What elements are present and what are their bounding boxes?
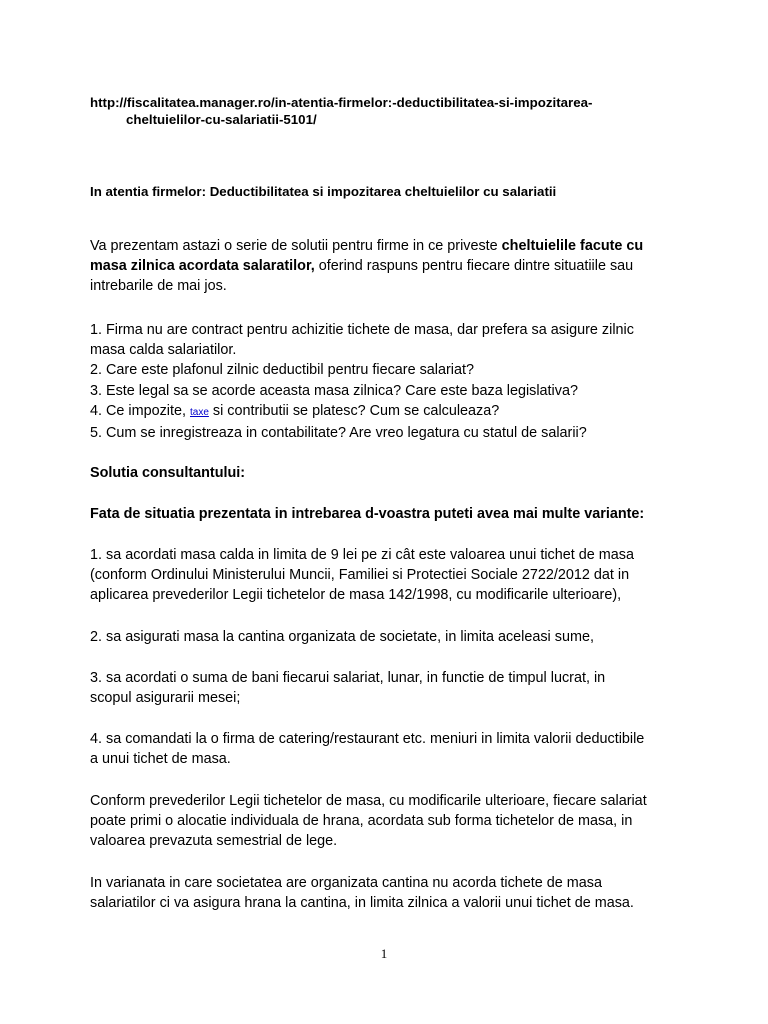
variant-2 <box>90 627 690 647</box>
question-4-text: si contributii se platesc? Cum se calculeaza? <box>208 402 500 419</box>
variant-1-line-3: aplicarea prevederilor Legii tichetelor de masa 142/1998, cu modificarile ulterioare), <box>90 587 622 604</box>
source-url-line-1[interactable]: http://fiscalitatea.manager.ro/in-atentia-firmelor:-deductibilitatea-si-impozitarea- <box>90 95 593 110</box>
question-4 <box>90 401 690 423</box>
question-1-line-1: 1. Firma nu are contract pentru achizitie tichete de masa, dar prefera sa asigure zilnic <box>90 322 634 338</box>
question-5: 5. Cum se inregistreaza in contabilitate? Are vreo legatura cu statul de salarii? <box>90 425 587 442</box>
intro-line-1 <box>90 236 690 256</box>
intro-text: Va prezentam astazi o serie de solutii pentru firme in ce priveste <box>90 238 502 254</box>
canteen-paragraph <box>90 873 690 913</box>
variant-1-line-1: 1. sa acordati masa calda in limita de 9 lei pe zi cât este valoarea unui tichet de masa <box>90 547 634 563</box>
taxe-link[interactable]: taxe <box>189 406 209 418</box>
intro-line-3: intrebarile de mai jos. <box>90 278 227 295</box>
page-number: 1 <box>380 946 388 961</box>
variant-3-line-2: scopul asigurarii mesei; <box>90 690 241 707</box>
variant-4-line-2: a unui tichet de masa. <box>90 751 231 768</box>
variant-2-line-1: 2. sa asigurati masa la cantina organizata de societate, in limita aceleasi sume, <box>90 629 594 645</box>
variant-1 <box>90 545 690 606</box>
variant-4 <box>90 729 690 769</box>
solution-heading: Solutia consultantului: <box>90 465 246 481</box>
variant-1-line-2: (conform Ordinului Ministerului Muncii, Familiei si Protectiei Sociale 2722/2012 dat in <box>90 567 630 584</box>
variants-heading: Fata de situatia prezentata in intrebarea d-voastra puteti avea mai multe variante: <box>90 506 645 522</box>
variant-4-line-1: 4. sa comandati la o firma de catering/restaurant etc. meniuri in limita valorii deductibile <box>90 731 645 747</box>
intro-text: oferind raspuns pentru fiecare dintre situatiile sau <box>314 258 634 275</box>
question-2: 2. Care este plafonul zilnic deductibil pentru fiecare salariat? <box>90 362 474 379</box>
law-line-3: valoarea prevazuta semestrial de lege. <box>90 833 338 850</box>
canteen-line-1: In varianata in care societatea are organizata cantina nu acorda tichete de masa <box>90 875 602 891</box>
article-title: In atentia firmelor: Deductibilitatea si impozitarea cheltuielilor cu salariatii <box>90 184 557 199</box>
source-url[interactable] <box>90 94 690 128</box>
law-paragraph <box>90 791 690 852</box>
questions-list <box>90 320 690 443</box>
law-line-1: Conform prevederilor Legii tichetelor de masa, cu modificarile ulterioare, fiecare salariat <box>90 793 647 809</box>
source-url-line-2[interactable]: cheltuielilor-cu-salariatii-5101/ <box>126 112 317 127</box>
law-line-2: poate primi o alocatie individuala de hrana, acordata sub forma tichetelor de masa, in <box>90 813 633 830</box>
variant-3 <box>90 668 690 708</box>
question-4-text: 4. Ce impozite, <box>90 402 190 419</box>
question-1-line-2: masa calda salariatilor. <box>90 342 237 359</box>
intro-line-2 <box>90 256 690 276</box>
variant-3-line-1: 3. sa acordati o suma de bani fiecarui salariat, lunar, in functie de timpul lucrat, in <box>90 670 606 686</box>
intro-bold: masa zilnica acordata salaratilor, <box>90 258 315 275</box>
canteen-line-2: salariatilor ci va asigura hrana la cantina, in limita zilnica a valorii unui tichet de masa. <box>90 895 634 912</box>
question-3: 3. Este legal sa se acorde aceasta masa zilnica? Care este baza legislativa? <box>90 382 578 399</box>
intro-bold: cheltuielile facute cu <box>501 238 644 254</box>
intro-paragraph <box>90 236 690 297</box>
